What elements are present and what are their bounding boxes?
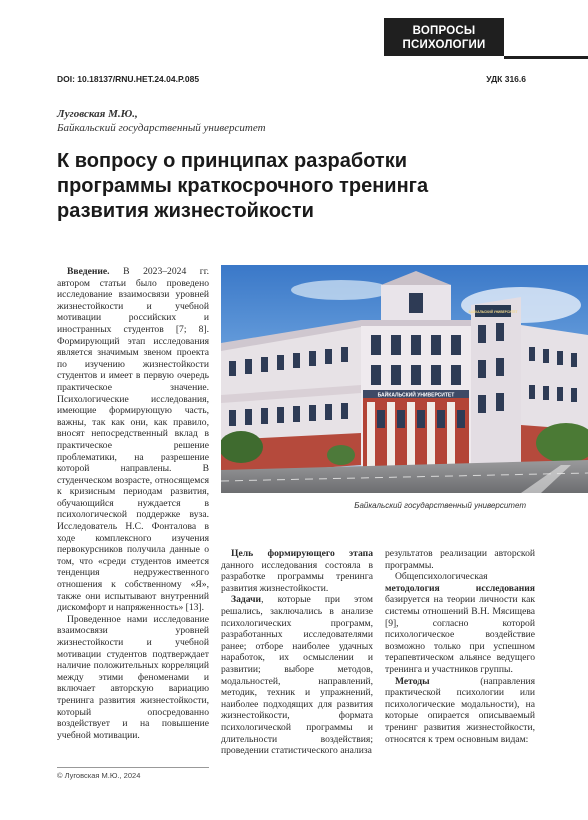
author-affiliation: Байкальский государственный университет — [57, 122, 266, 134]
section-tag-line1: ВОПРОСЫ — [412, 25, 476, 37]
section-tag-line2: ПСИХОЛОГИИ — [402, 39, 486, 51]
paragraph — [57, 614, 209, 742]
body-column-1 — [57, 266, 209, 741]
paragraph-text: В 2023–2024 гг. автором статьи было проведено исследование взаимосвязи уровней жизнестойкости и учебной мотивации российских и иностранных студентов [7; 8]. Формирующий этап исследования является значимым звеном проекта по изучению жизнестойкости студентов и имеет в первую очередь практическое значение. Психологические исследования, имеющие формирующую часть, важны, так как они, как правило, вносят непосредственный вклад в практическое решение проблематики, на разрешение которой направлены. В студенческом возрасте, относящемся к кризисным периодам развития, обучающийся нуждается в психологической поддержке вуза. Исследователь Н.С. Фонталова в ходе комплексного изучения первокурсников получила данные о том, что «среди студентов имеется тенденция недружественного отношения к собственному «Я», также они испытывают внутренний дискомфорт и напряженность» [13]. — [57, 266, 209, 614]
paragraph-lead: методология исследования — [385, 582, 535, 594]
paragraph — [221, 548, 373, 594]
paragraph — [221, 594, 373, 756]
paragraph-text: Общепсихологическая — [395, 571, 488, 583]
section-tag — [384, 18, 504, 56]
paragraph-text: результатов реализации авторской программы. — [385, 548, 535, 571]
doi: DOI: 10.18137/RNU.HET.24.04.P.085 — [57, 74, 200, 84]
paragraph — [385, 571, 535, 675]
paragraph — [57, 266, 209, 614]
building-sign: БАЙКАЛЬСКИЙ УНИВЕРСИТЕТ — [377, 392, 455, 399]
paragraph-lead: Задачи — [231, 594, 262, 606]
copyright: © Луговская М.Ю., 2024 — [57, 771, 141, 780]
paragraph-text: данного исследования состояла в разработке программы тренинга развития жизнестойкости. — [221, 559, 373, 594]
paragraph-text: , которые при этом решались, заключались в анализе психологических программ, разработанных исследователями ранее; отборе наиболее удачных наработок, их осмыслении и развитии; выборе методов, модальностей, направлений, методик, техник и упражнений, наиболее подходящих для развития жизнестойкости, формата психологической программы и длительности воздействия; проведении статистического анализа — [221, 594, 373, 757]
title-line-3: развития жизнестойкости — [57, 200, 314, 222]
paragraph-lead: Методы — [395, 675, 430, 687]
title-line-2: программы краткосрочного тренинга — [57, 175, 429, 197]
university-photo — [221, 265, 588, 493]
body-column-2 — [221, 548, 373, 757]
paragraph-text: базируется на теории личности как системы отношений В.Н. Мясищева [9], согласно которой психологическое воздействие возможно только при успешном терапевтическом альянсе ведущего тренинга и участников группы. — [385, 594, 535, 675]
tower-sign: БАЙКАЛЬСКИЙ УНИВЕРСИТЕТ — [468, 310, 518, 314]
paragraph-text: Проведенное нами исследование взаимосвязи уровней жизнестойкости и учебной мотивации студентов подтверждает наличие положительных корреляций между этими феноменами и включает авторскую вариацию тренинга развития жизнестойкости, который опосредованно воздействует и на повышение учебной мотивации. — [57, 613, 209, 741]
author-block — [57, 107, 266, 135]
paragraph-text: (направления практической психологии или психологические модальности), на которые опирается описываемый тренинг развития жизнестойкости, относятся к трем основным видам: — [385, 675, 535, 745]
title-line-1: К вопросу о принципах разработки — [57, 150, 408, 172]
corner-rule — [504, 56, 588, 59]
body-column-3 — [385, 548, 535, 745]
paragraph-lead: Цель формирующего этапа — [231, 548, 373, 559]
author-name: Луговская М.Ю., — [57, 108, 138, 120]
footnote-rule — [57, 767, 209, 768]
article-title — [57, 149, 497, 224]
photo-caption: Байкальский государственный университет — [354, 501, 526, 510]
udk: УДК 316.6 — [486, 74, 526, 84]
paragraph-lead: Введение. — [67, 266, 110, 277]
paragraph — [385, 548, 535, 571]
paragraph — [385, 676, 535, 746]
